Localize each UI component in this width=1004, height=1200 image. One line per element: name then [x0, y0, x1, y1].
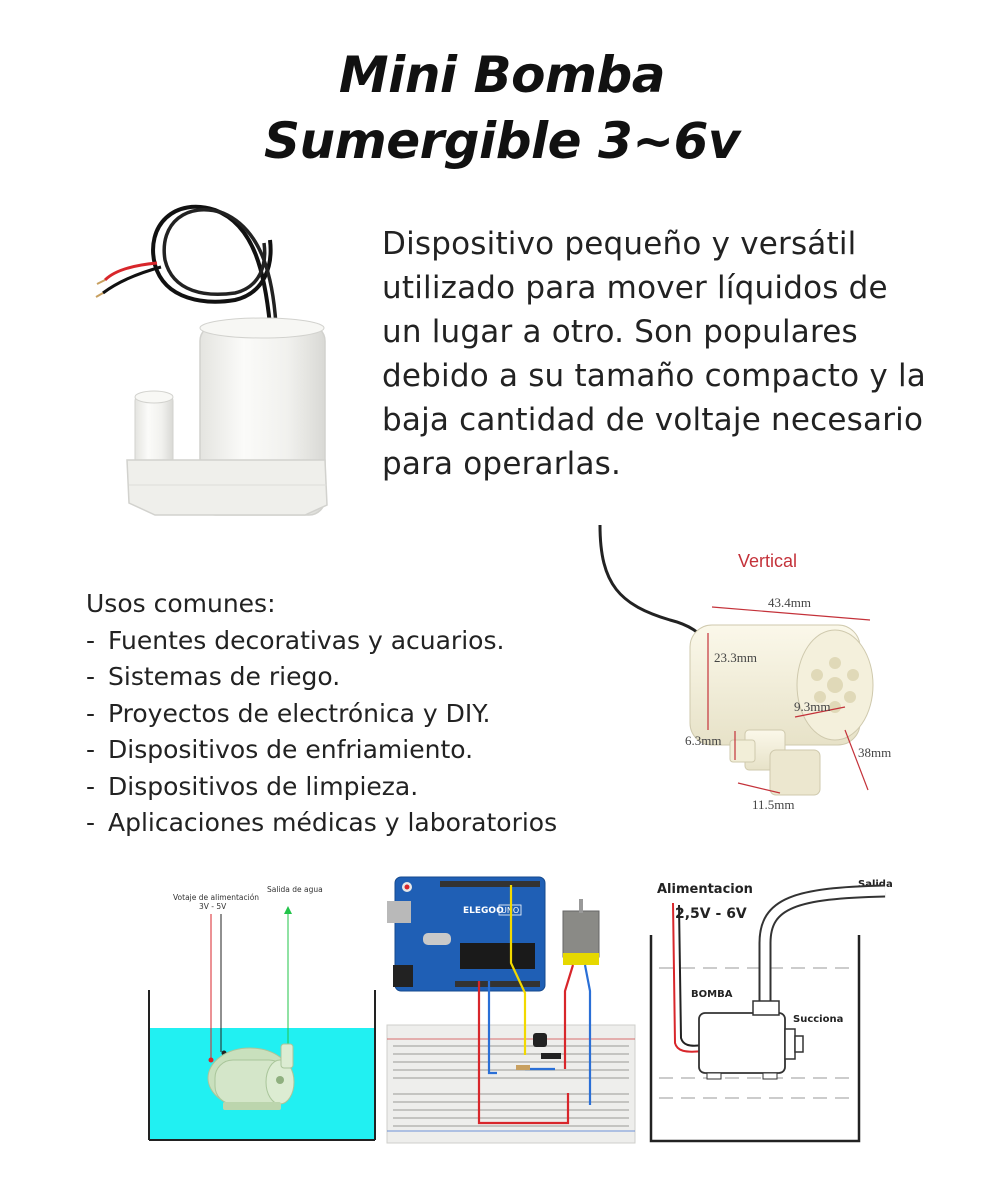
- voltage-label: 2,5V - 6V: [675, 906, 747, 922]
- description-line: debido a su tamaño compacto y la: [382, 358, 926, 394]
- suction-label: Succiona: [793, 1014, 844, 1025]
- list-item: - Fuentes decorativas y acuarios.: [86, 625, 505, 655]
- pump-product-image: [95, 185, 355, 540]
- length-dimension: 43.4mm: [768, 595, 811, 610]
- outlet-length-dimension: 11.5mm: [752, 797, 795, 812]
- list-item: - Proyectos de electrónica y DIY.: [86, 698, 491, 728]
- dimensions-diagram: [590, 525, 970, 825]
- vertical-label: Vertical: [738, 551, 798, 571]
- board-model: UNO: [501, 906, 520, 915]
- board-brand: ELEGOO: [463, 906, 504, 916]
- description-line: Dispositivo pequeño y versátil: [382, 226, 857, 262]
- outlet-diameter-dimension: 6.3mm: [685, 733, 722, 748]
- submerged-pump-diagram: [145, 880, 380, 1145]
- pump-label: BOMBA: [691, 989, 733, 1000]
- page-title: [0, 42, 1004, 174]
- list-item: - Sistemas de riego.: [86, 662, 341, 691]
- list-item: - Aplicaciones médicas y laboratorios: [86, 808, 558, 837]
- description-line: utilizado para mover líquidos de: [382, 270, 888, 306]
- common-uses-list: [86, 586, 606, 842]
- power-label: Alimentacion: [657, 882, 753, 897]
- power-label: Votaje de alimentación: [173, 893, 260, 902]
- tank-pump-diagram: [645, 873, 895, 1148]
- description-line: un lugar a otro. Son populares: [382, 314, 858, 350]
- title-line-1: Mini Bomba: [338, 46, 666, 104]
- outlet-label: Salida: [858, 879, 893, 890]
- description-line: para operarlas.: [382, 446, 622, 482]
- uses-heading: Usos comunes:: [86, 589, 276, 618]
- list-item: - Dispositivos de enfriamiento.: [86, 735, 474, 764]
- depth-dimension: 38mm: [858, 745, 892, 760]
- outlet-inner-dimension: 9.3mm: [794, 699, 831, 714]
- product-description: [382, 222, 972, 486]
- list-item: - Dispositivos de limpieza.: [86, 771, 419, 801]
- description-line: baja cantidad de voltaje necesario: [382, 402, 924, 438]
- height-dimension: 23.3mm: [714, 650, 757, 665]
- water-out-label: Salida de agua: [267, 885, 323, 894]
- power-voltage-label: 3V - 5V: [199, 902, 227, 911]
- arduino-wiring-diagram: [385, 873, 637, 1145]
- title-line-2: Sumergible 3~6v: [263, 112, 741, 170]
